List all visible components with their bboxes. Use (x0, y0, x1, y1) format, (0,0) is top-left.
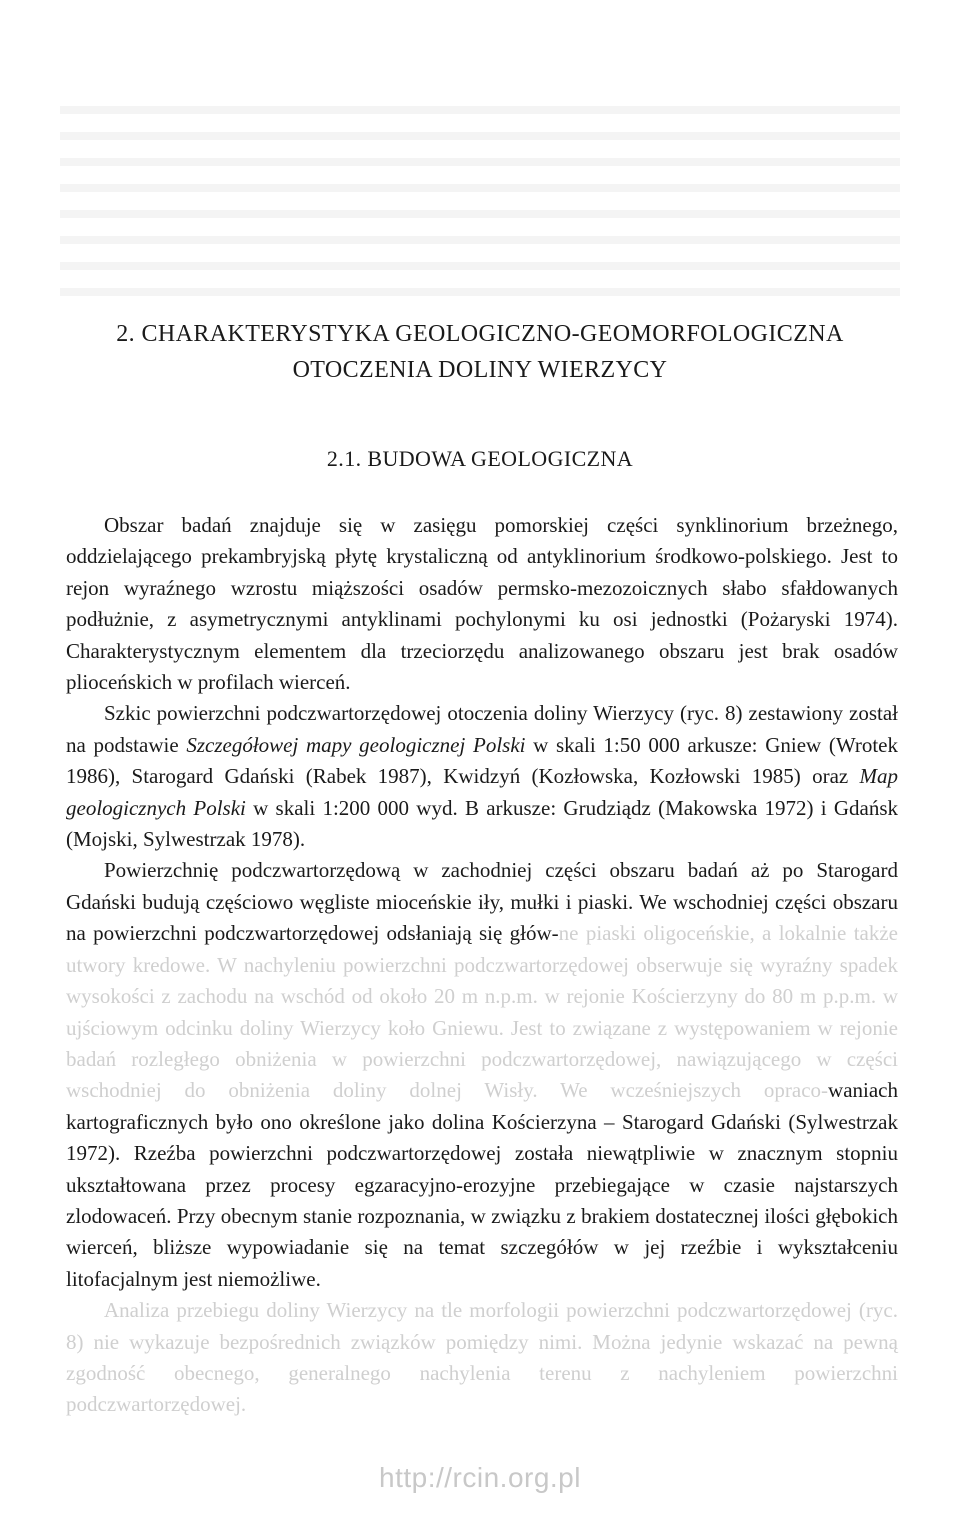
body-text (66, 510, 898, 1421)
section-title (60, 444, 900, 474)
paragraph-3 (66, 855, 898, 1295)
reverse-side-bleed-through (60, 88, 900, 308)
section-title-text: BUDOWA GEOLOGICZNA (367, 446, 634, 471)
paragraph-2 (66, 698, 898, 855)
paragraph-1: Obszar badań znajduje się w zasięgu pomorskiej części synklinorium brzeżnego, oddzielającego prekambryjską płytę krystaliczną od antyklinorium środkowo-polskiego. Jest to rejon wyraźnego wzrostu miąższości osadów permsko-mezozoicznych słabo sfałdowanych podłużnie, z asymetrycznymi antyklinami pochylonymi ku osi jednostki (Pożaryski 1974). Charakterystycznym elementem dla trzeciorzędu analizowanego obszaru jest brak osadów plioceńskich w profilach wierceń. (66, 513, 898, 695)
section-number: 2.1. (326, 446, 362, 471)
chapter-title-line2: OTOCZENIA DOLINY WIERZYCY (292, 357, 668, 383)
map-title-geological: Map geologicznych Polski (66, 764, 898, 820)
watermark-url: http://rcin.org.pl (379, 1462, 581, 1493)
map-title-detailed: Szczegółowej mapy geologicznej Polski (186, 732, 526, 757)
chapter-title (60, 316, 900, 388)
paragraph-3-part-c: waniach kartograficznych było ono określone jako dolina Kościerzyna – Starogard Gdański (Sylwestrzak 1972). Rzeźba powierzchni podczwartorzędowej została niewątpliwie w znacznym stopniu ukształtowana przez procesy egzaracyjno-erozyjne przebiegające w czasie najstarszych zlodowaceń. Przy obecnym stanie rozpoznania, w związku z brakiem dostatecznej ilości głębokich wierceń, bliższe wypowiadanie się na temat szczegółów w jej rzeźbie i wykształceniu litofacjalnym jest niemożliwe. (66, 1078, 898, 1291)
paragraph-2-intro: Szkic powierzchni podczwartorzędowej otoczenia doliny Wierzycy (ryc. 8) zestawiony został na podstawie (66, 701, 898, 757)
chapter-title-line1: CHARAKTERYSTYKA GEOLOGICZNO-GEOMORFOLOGICZNA (141, 321, 844, 347)
paragraph-3-part-a: Powierzchnię podczwartorzędową w zachodniej części obszaru badań aż po Starogard Gdański budują częściowo węgliste mioceńskie iły, mułki i piaski. We wschodniej części obszaru na powierzchni podczwartorzędowej odsłaniają się głów- (66, 858, 898, 946)
paragraph-3-part-b-faded: ne piaski oligoceńskie, a lokalnie także utwory kredowe. W nachyleniu powierzchni podczwartorzędowej obserwuje się wyraźny spadek wysokości z zachodu na wschód od około 20 m n.p.m. w rejonie Kościerzyny do 80 m p.p.m. w ujściowym odcinku doliny Wierzycy koło Gniewu. Jest to związane z występowaniem w rejonie badań rozległego obniżenia w powierzchni podczwartorzędowej, nawiązującego w części wschodniej do obniżenia doliny dolnej Wisły. We wcześniejszych opraco- (66, 921, 898, 1103)
paragraph-2-end: w skali 1:200 000 wyd. B arkusze: Grudziądz (Makowska 1972) i Gdańsk (Mojski, Sylwestrzak 1978). (66, 795, 898, 852)
chapter-number: 2. (116, 321, 136, 347)
paragraph-4-faded: Analiza przebiegu doliny Wierzycy na tle morfologii powierzchni podczwartorzędowej (ryc. 8) nie wykazuje bezpośrednich związków pomiędzy nimi. Można jedynie wskazać na pewną zgodność obecnego, generalnego nachylenia terenu z nachyleniem powierzchni podczwartorzędowej. (66, 1298, 898, 1417)
paragraph-2-middle: w skali 1:50 000 arkusze: Gniew (Wrotek 1986), Starogard Gdański (Rabek 1987), Kwidzyń (Kozłowska, Kozłowski 1985) oraz (66, 732, 898, 789)
